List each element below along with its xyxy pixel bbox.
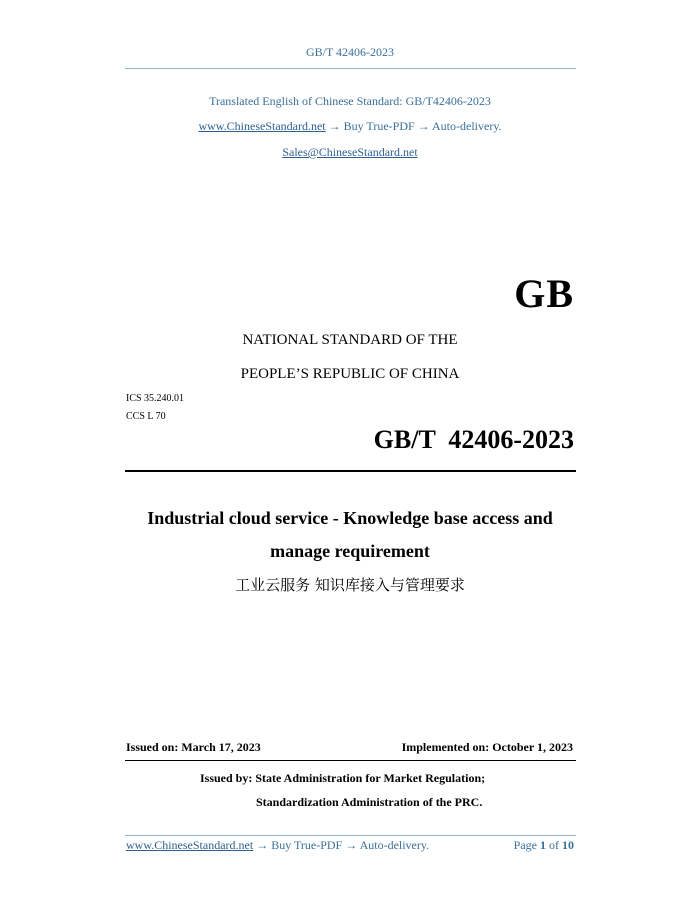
- page-of: of: [549, 838, 559, 852]
- page-total: 10: [562, 838, 574, 852]
- title-en-line2: manage requirement: [270, 541, 430, 561]
- footer-promo: [126, 838, 429, 853]
- footer-rule: [125, 835, 576, 836]
- page-current: 1: [540, 838, 546, 852]
- footer-site-link[interactable]: www.ChineseStandard.net: [126, 838, 254, 852]
- email-link[interactable]: Sales@ChineseStandard.net: [282, 145, 418, 159]
- issuer-line1: Issued by: State Administration for Market Regulation;: [200, 771, 486, 785]
- dates-rule: [125, 760, 576, 761]
- translation-note: Translated English of Chinese Standard: GB/T42406-2023: [209, 94, 491, 108]
- page-label: Page: [513, 838, 537, 852]
- implemented-date: Implemented on: October 1, 2023: [401, 740, 573, 754]
- footer-promo-text: → Buy True-PDF → Auto-delivery.: [253, 838, 430, 852]
- issuer-line2: Standardization Administration of the PRC.: [256, 795, 483, 809]
- title-en-line1: Industrial cloud service - Knowledge base access and: [147, 508, 553, 528]
- national-standard-line1: NATIONAL STANDARD OF THE: [242, 332, 458, 348]
- header-doc-code: GB/T 42406-2023: [305, 45, 395, 59]
- number-rule: [125, 470, 576, 472]
- national-standard-line2: PEOPLE’S REPUBLIC OF CHINA: [240, 366, 460, 382]
- standard-number: GB/T 42406-2023: [373, 425, 574, 454]
- email-line: [0, 145, 700, 160]
- title-zh: 工业云服务 知识库接入与管理要求: [235, 576, 465, 594]
- page-indicator: [470, 838, 574, 853]
- header-rule: [125, 68, 576, 69]
- site-link[interactable]: www.ChineseStandard.net: [198, 119, 326, 133]
- issued-date: Issued on: March 17, 2023: [126, 740, 261, 754]
- ccs-code: CCS L 70: [126, 411, 166, 422]
- ics-code: ICS 35.240.01: [126, 393, 185, 404]
- gb-logo: GB: [514, 271, 574, 316]
- promo-line: [0, 119, 700, 134]
- promo-text: → Buy True-PDF → Auto-delivery.: [325, 119, 502, 133]
